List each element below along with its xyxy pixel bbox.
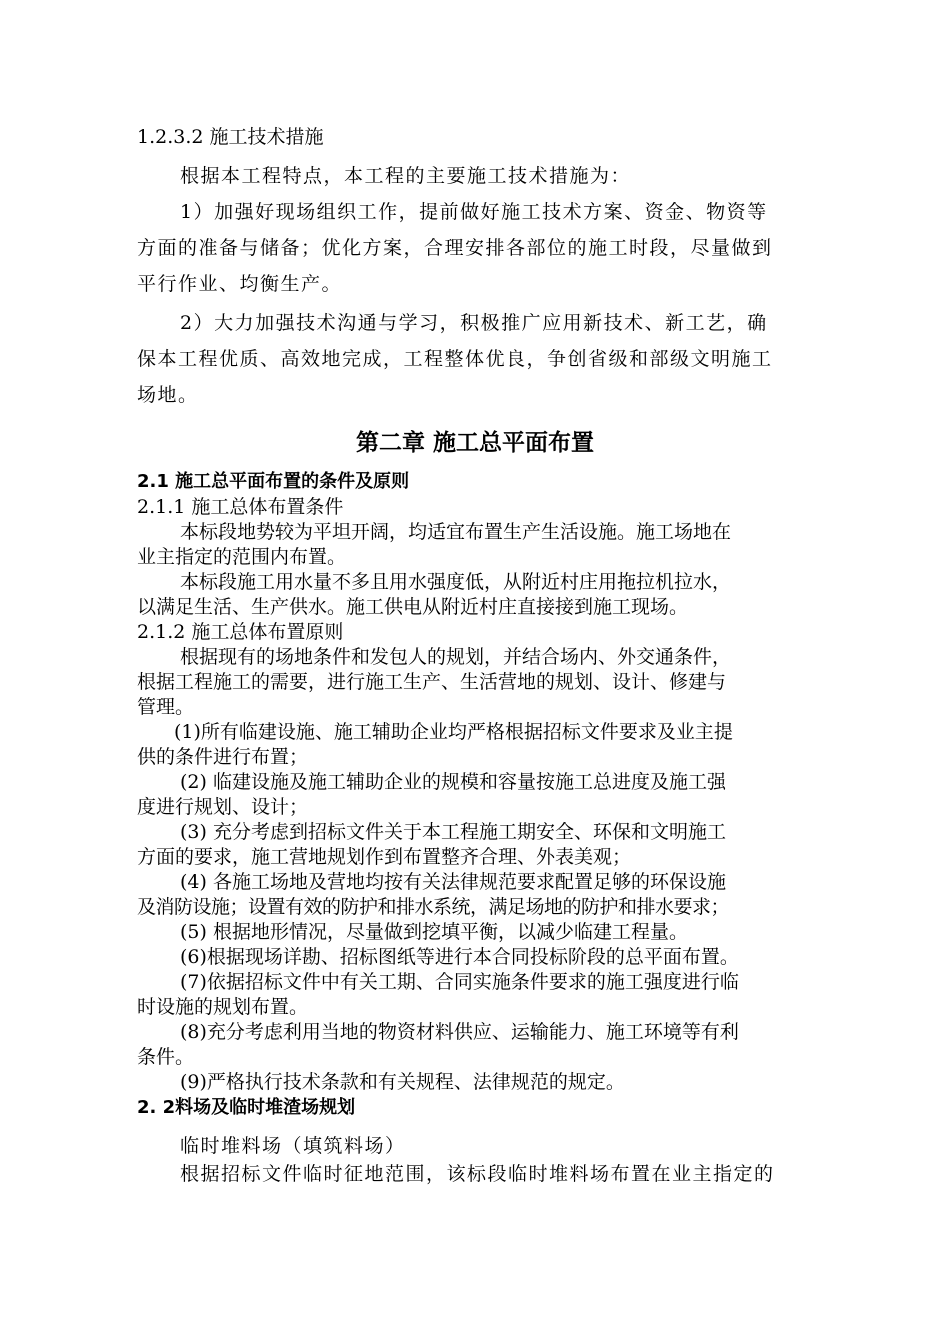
list-item-line: (9)严格执行技术条款和有关规程、法律规范的规定。 <box>180 1071 625 1093</box>
list-item-line: 度进行规划、设计； <box>137 796 309 818</box>
subsection-heading: 2.1.2 施工总体布置原则 <box>137 621 344 643</box>
list-item-line: 方面的要求，施工营地规划作到布置整齐合理、外表美观； <box>137 846 632 868</box>
paragraph-line: 本标段地势较为平坦开阔，均适宜布置生产生活设施。施工场地在 <box>180 521 732 543</box>
list-item-line: 条件。 <box>137 1046 195 1068</box>
list-item-line: (1)所有临建设施、施工辅助企业均严格根据招标文件要求及业主提 <box>174 721 733 743</box>
subsection-heading: 2.1.1 施工总体布置条件 <box>137 496 344 518</box>
paragraph-line: 根据本工程特点，本工程的主要施工技术措施为： <box>180 165 632 187</box>
paragraph-line: 根据招标文件临时征地范围，该标段临时堆料场布置在业主指定的 <box>180 1163 775 1185</box>
list-item-line: 供的条件进行布置； <box>137 746 309 768</box>
list-item-line: (2) 临建设施及施工辅助企业的规模和容量按施工总进度及施工强 <box>180 771 726 793</box>
list-item-line: (4) 各施工场地及营地均按有关法律规范要求配置足够的环保设施 <box>180 871 726 893</box>
paragraph-line: 1）加强好现场组织工作，提前做好施工技术方案、资金、物资等 <box>180 201 768 223</box>
section-heading: 2. 2料场及临时堆渣场规划 <box>137 1097 356 1118</box>
list-item-line: (5) 根据地形情况，尽量做到挖填平衡，以减少临建工程量。 <box>180 921 688 943</box>
subsection-label: 临时堆料场（填筑料场） <box>180 1135 406 1157</box>
paragraph-line: 2）大力加强技术沟通与学习，积极推广应用新技术、新工艺，确 <box>180 312 768 334</box>
paragraph-line: 方面的准备与储备；优化方案，合理安排各部位的施工时段，尽量做到 <box>137 237 773 259</box>
paragraph-line: 本标段施工用水量不多且用水强度低，从附近村庄用拖拉机拉水， <box>180 571 732 593</box>
list-item-line: (3) 充分考虑到招标文件关于本工程施工期安全、环保和文明施工 <box>180 821 726 843</box>
paragraph-line: 场地。 <box>137 384 199 406</box>
paragraph-line: 根据工程施工的需要，进行施工生产、生活营地的规划、设计、修建与 <box>137 671 727 693</box>
section-heading: 2.1 施工总平面布置的条件及原则 <box>137 471 410 492</box>
list-item-line: (8)充分考虑利用当地的物资材料供应、运输能力、施工环境等有利 <box>180 1021 739 1043</box>
paragraph-line: 根据现有的场地条件和发包人的规划，并结合场内、外交通条件， <box>180 646 732 668</box>
paragraph-line: 保本工程优质、高效地完成，工程整体优良，争创省级和部级文明施工 <box>137 348 773 370</box>
list-item-line: 时设施的规划布置。 <box>137 996 309 1018</box>
list-item-line: 及消防设施；设置有效的防护和排水系统，满足场地的防护和排水要求； <box>137 896 730 918</box>
paragraph-line: 以满足生活、生产供水。施工供电从附近村庄直接接到施工现场。 <box>137 596 689 618</box>
section-heading: 1.2.3.2 施工技术措施 <box>137 126 324 148</box>
paragraph-line: 管理。 <box>137 696 195 718</box>
chapter-title: 第二章 施工总平面布置 <box>355 430 594 456</box>
list-item-line: (6)根据现场详勘、招标图纸等进行本合同投标阶段的总平面布置。 <box>180 946 739 968</box>
list-item-line: (7)依据招标文件中有关工期、合同实施条件要求的施工强度进行临 <box>180 971 739 993</box>
paragraph-line: 平行作业、均衡生产。 <box>137 273 343 295</box>
paragraph-line: 业主指定的范围内布置。 <box>137 546 347 568</box>
